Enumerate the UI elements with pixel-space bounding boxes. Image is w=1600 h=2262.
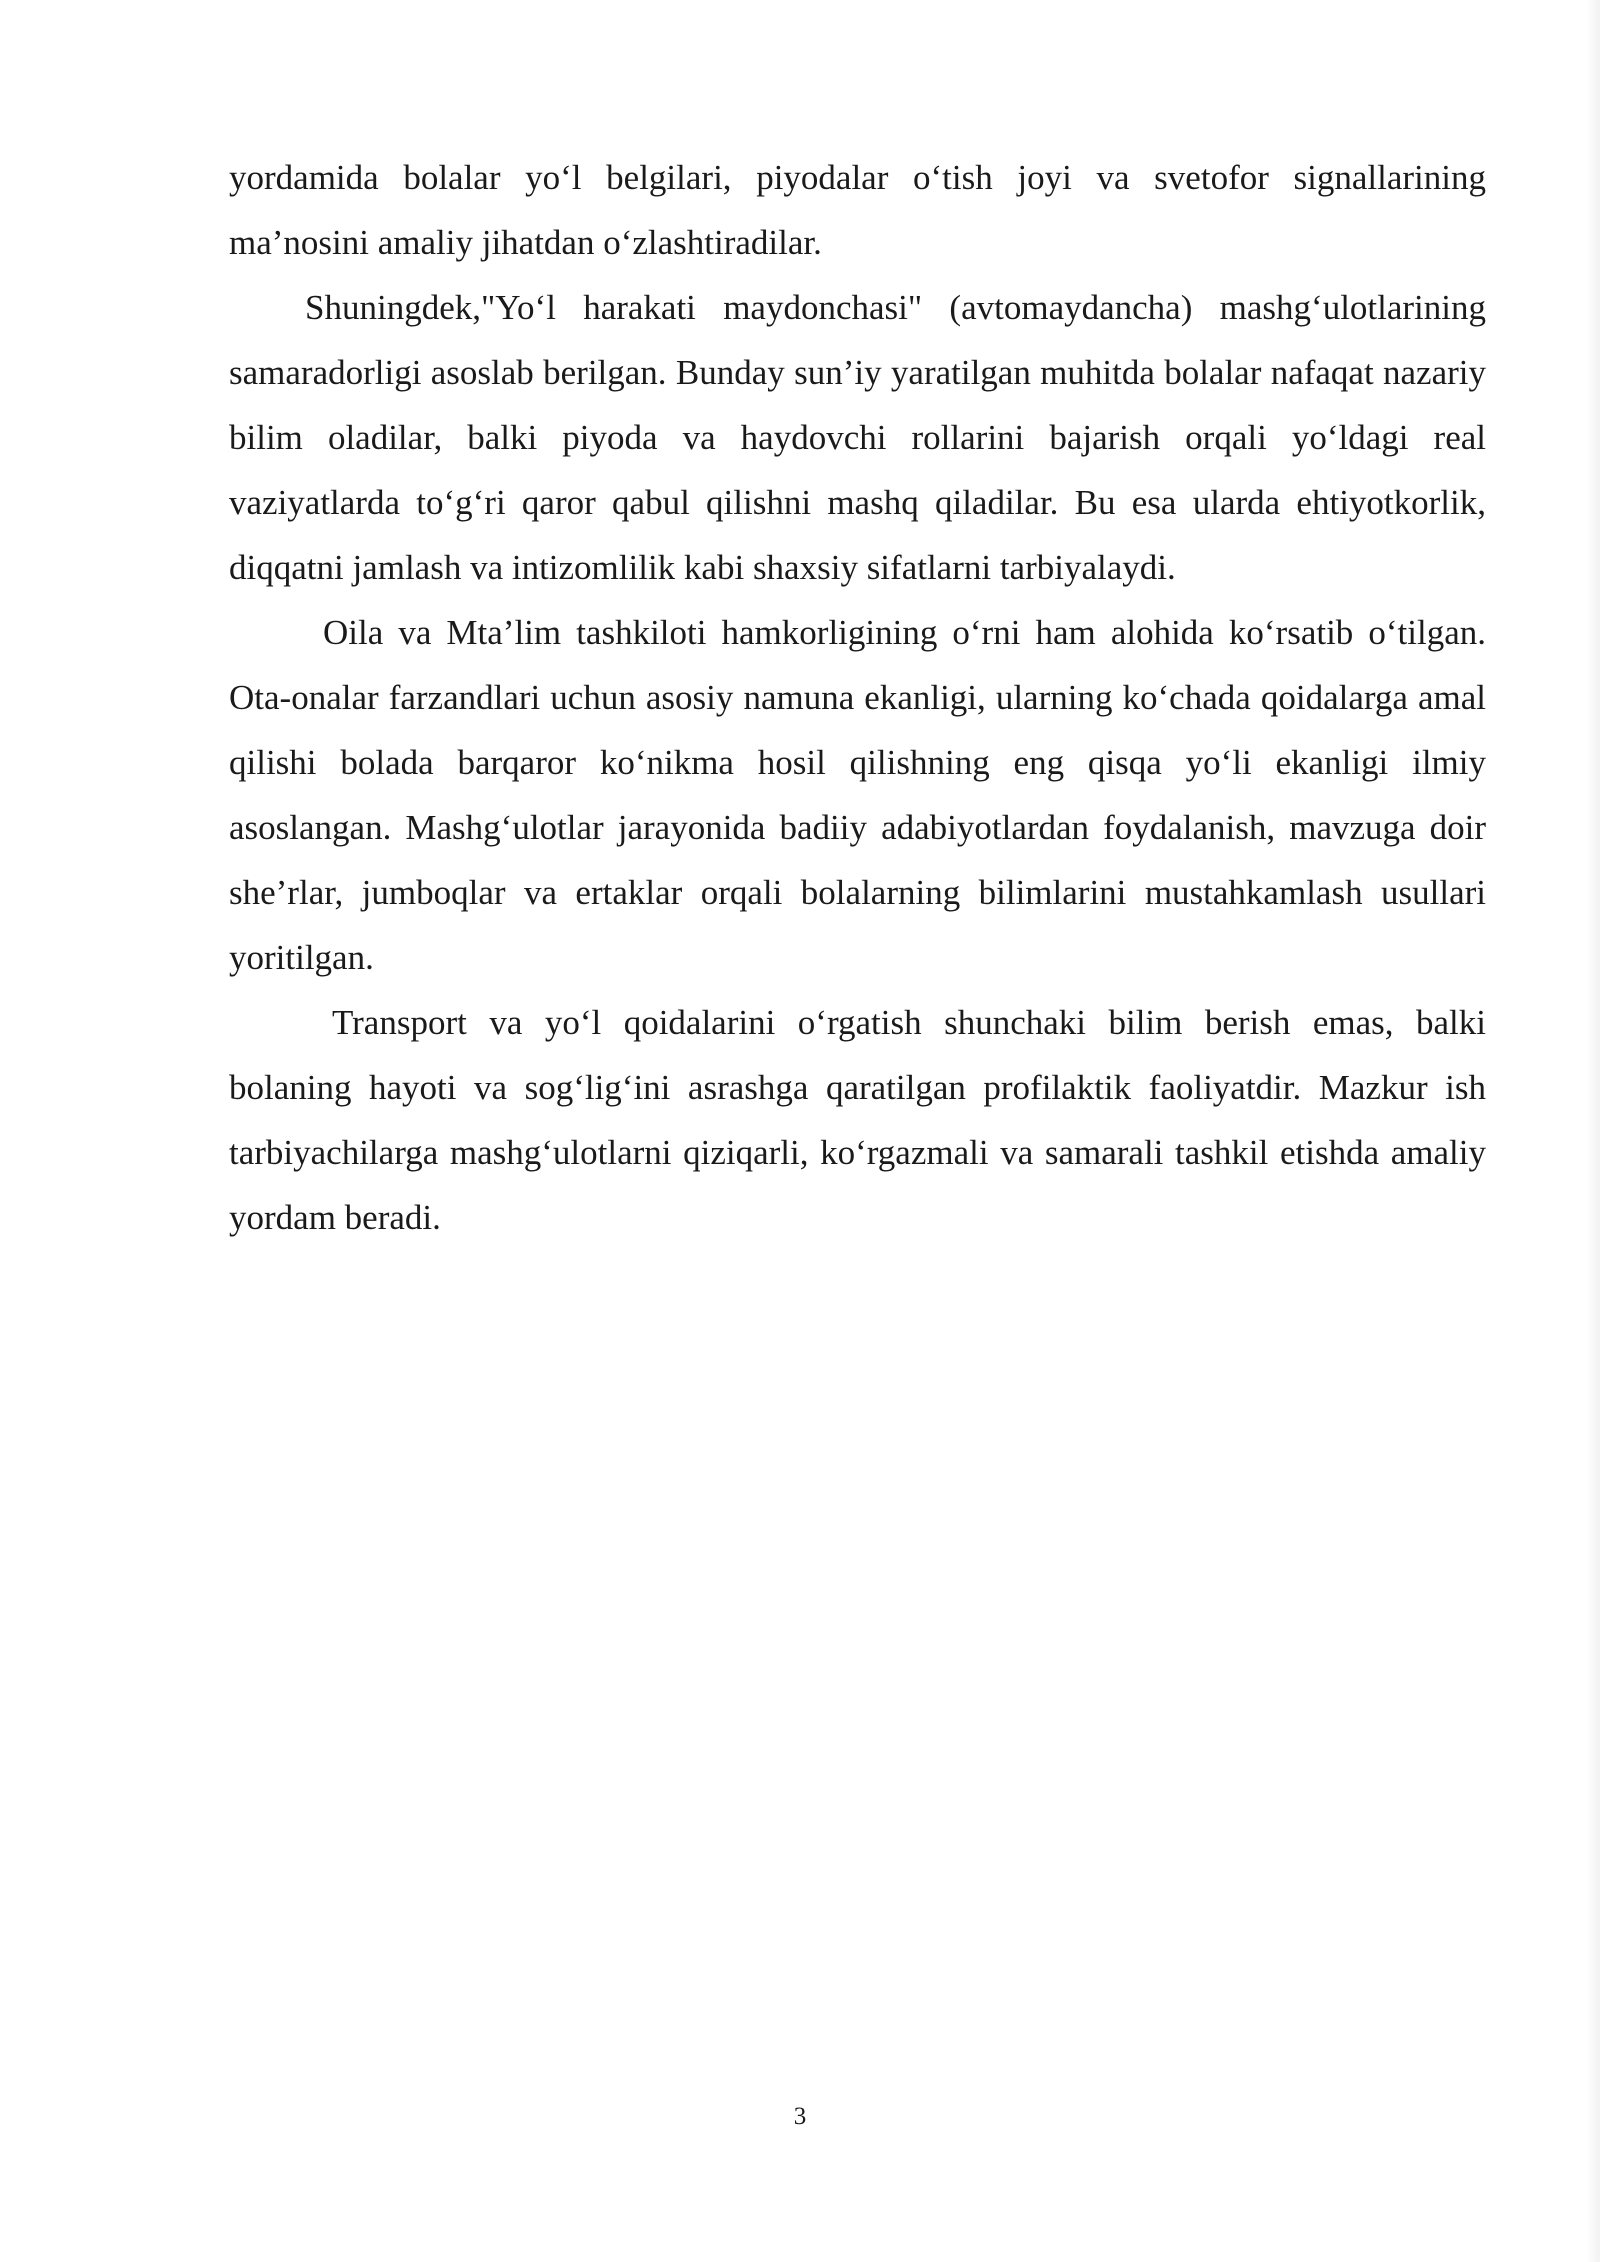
paragraph-family-cooperation: Oila va Mta’lim tashkiloti hamkorligining o‘rni ham alohida ko‘rsatib o‘tilgan. Ota-onalar farzandlari uchun asosiy namuna ekanligi, ularning ko‘chada qoidalarga amal qilishi bolada barqaror ko‘nikma hosil qilishning eng qisqa yo‘li ekanligi ilmiy asoslangan. Mashg‘ulotlar jarayonida badiiy adabiyotlardan foydalanish, mavzuga doir she’rlar, jumboqlar va ertaklar orqali bolalarning bilimlarini mustahkamlash usullari yoritilgan. <box>229 613 1486 977</box>
paragraph-avtomaydancha: Shuningdek,"Yo‘l harakati maydonchasi" (avtomaydancha) mashg‘ulotlarining samaradorligi asoslab berilgan. Bunday sun’iy yaratilgan muhitda bolalar nafaqat nazariy bilim oladilar, balki piyoda va haydovchi rollarini bajarish orqali yo‘ldagi real vaziyatlarda to‘g‘ri qaror qabul qilishni mashq qiladilar. Bu esa ularda ehtiyotkorlik, diqqatni jamlash va intizomlilik kabi shaxsiy sifatlarni tarbiyalaydi. <box>229 288 1486 587</box>
paragraph-conclusion: Transport va yo‘l qoidalarini o‘rgatish shunchaki bilim berish emas, balki bolaning hayoti va sog‘lig‘ini asrashga qaratilgan profilaktik faoliyatdir. Mazkur ish tarbiyachilarga mashg‘ulotlarni qiziqarli, ko‘rgazmali va samarali tashkil etishda amaliy yordam beradi. <box>229 1003 1486 1237</box>
page-number: 3 <box>793 2103 807 2130</box>
document-body <box>229 145 1486 1250</box>
page-edge-shadow <box>1586 0 1600 2262</box>
paragraph-continuation: yordamida bolalar yo‘l belgilari, piyodalar o‘tish joyi va svetofor signallarining ma’nosini amaliy jihatdan o‘zlashtiradilar. <box>229 158 1486 262</box>
